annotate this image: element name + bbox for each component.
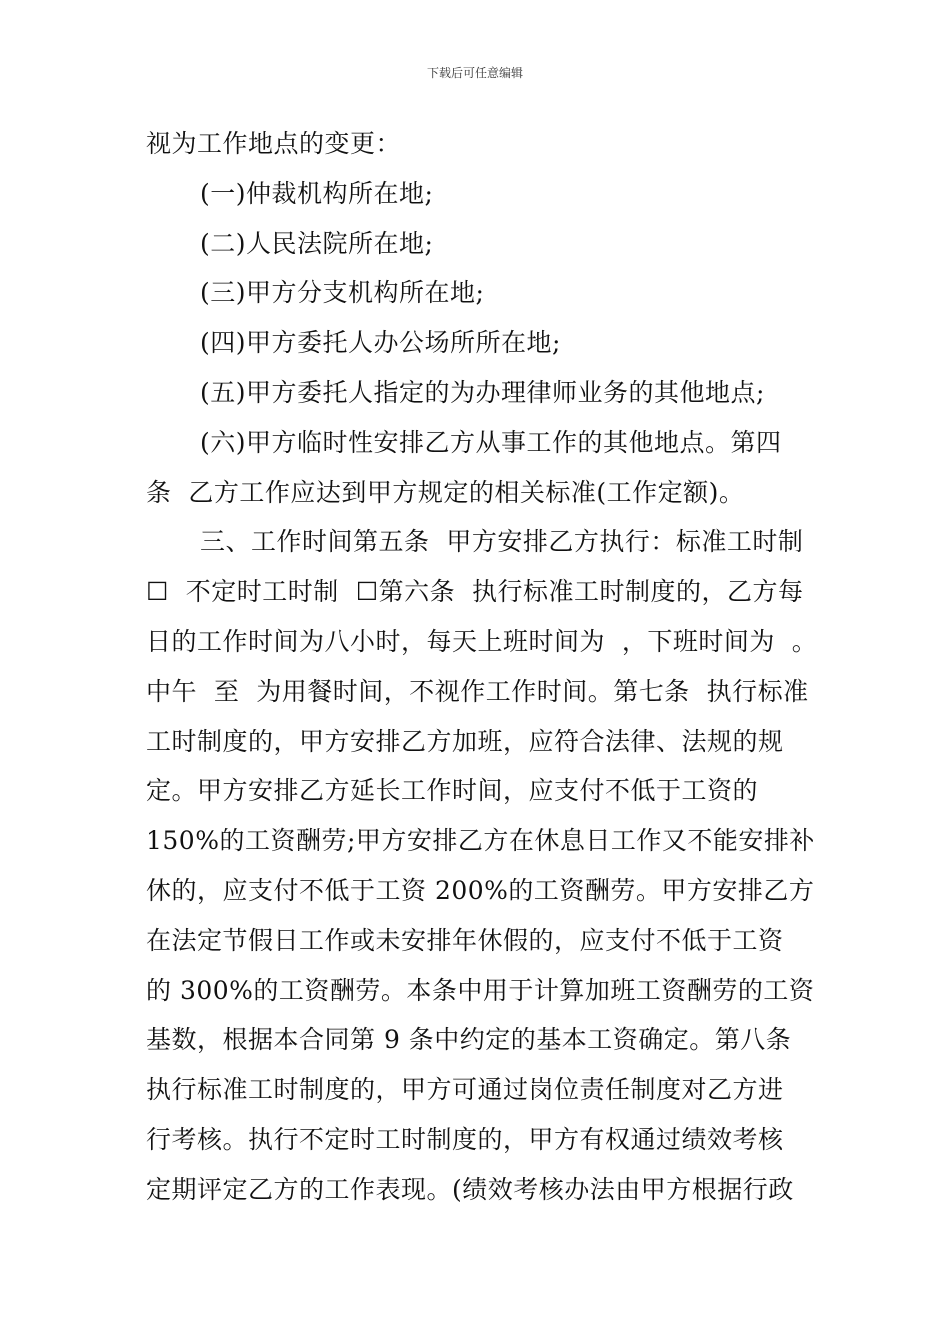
- text-line: 基数，根据本合同第 9 条中约定的基本工资确定。第八条: [146, 1025, 792, 1055]
- text-line: 工时制度的，甲方安排乙方加班，应符合法律、法规的规: [146, 726, 784, 756]
- text-line: ☐ 不定时工时制 ☐第六条 执行标准工时制度的，乙方每: [146, 577, 804, 607]
- text-line: 中午 至 为用餐时间，不视作工作时间。第七条 执行标准: [146, 676, 809, 706]
- text-line: 休的，应支付不低于工资 200%的工资酬劳。甲方安排乙方: [146, 876, 815, 905]
- text-line: 定。甲方安排乙方延长工作时间，应支付不低于工资的: [146, 776, 759, 806]
- text-line: (四)甲方委托人办公场所所在地;: [200, 328, 561, 358]
- text-line: 的 300%的工资酬劳。本条中用于计算加班工资酬劳的工资: [146, 975, 815, 1005]
- text-line: (六)甲方临时性安排乙方从事工作的其他地点。第四: [200, 427, 782, 457]
- text-line: 三、工作时间第五条 甲方安排乙方执行：标准工时制: [200, 527, 804, 557]
- page-header: 下载后可任意编辑: [426, 66, 523, 80]
- text-line: 视为工作地点的变更：: [146, 129, 402, 158]
- text-line: (三)甲方分支机构所在地;: [200, 278, 485, 308]
- text-line: 定期评定乙方的工作表现。(绩效考核办法由甲方根据行政: [146, 1174, 794, 1204]
- text-line: (五)甲方委托人指定的为办理律师业务的其他地点;: [200, 378, 765, 407]
- text-line: 执行标准工时制度的，甲方可通过岗位责任制度对乙方进: [146, 1075, 784, 1105]
- text-line: (一)仲裁机构所在地;: [200, 178, 434, 208]
- text-line: 条 乙方工作应达到甲方规定的相关标准(工作定额)。: [146, 477, 745, 507]
- text-line: 日的工作时间为八小时，每天上班时间为 ，下班时间为 。: [146, 627, 818, 656]
- text-line: (二)人民法院所在地;: [200, 228, 434, 258]
- text-line: 在法定节假日工作或未安排年休假的，应支付不低于工资: [146, 925, 784, 955]
- text-line: 行考核。执行不定时工时制度的，甲方有权通过绩效考核: [146, 1125, 784, 1154]
- text-line: 150%的工资酬劳;甲方安排乙方在休息日工作又不能安排补: [146, 826, 815, 856]
